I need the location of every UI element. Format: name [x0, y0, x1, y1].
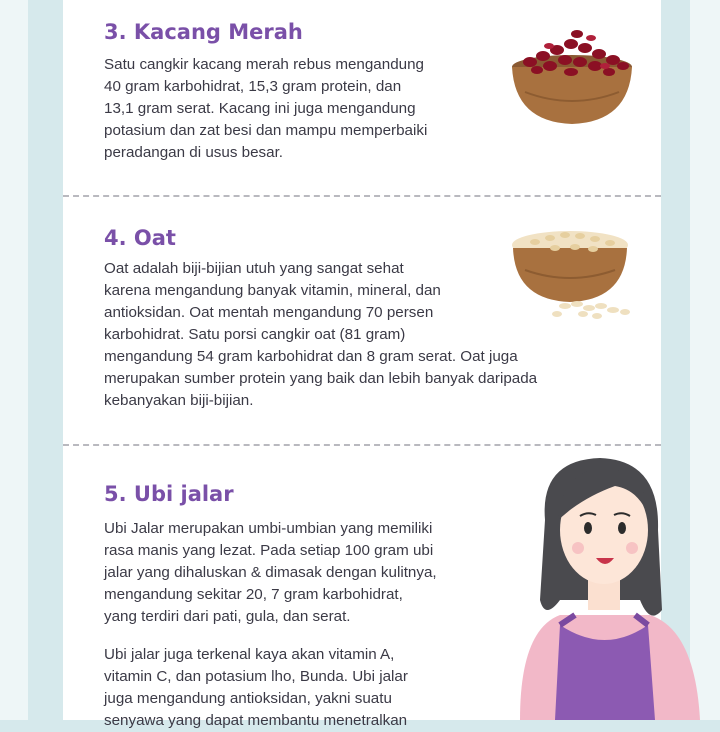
text-line: Satu cangkir kacang merah rebus mengandung — [104, 56, 424, 73]
oat-bowl-icon — [505, 220, 645, 330]
text-line: yang terdiri dari pati, gula, dan serat. — [104, 608, 351, 625]
section-text-ubi-jalar-2 — [104, 644, 408, 732]
text-line: merupakan sumber protein yang baik dan lebih banyak daripada — [104, 370, 538, 387]
section-title-ubi-jalar: 5. Ubi jalar — [104, 482, 234, 506]
section-title-kacang-merah: 3. Kacang Merah — [104, 20, 303, 44]
background-left-strip — [0, 0, 28, 720]
text-line: karbohidrat. Satu porsi cangkir oat (81 gram) — [104, 326, 406, 343]
text-line: mengandung 54 gram karbohidrat dan 8 gram serat. Oat juga — [104, 348, 518, 365]
text-line: rasa manis yang lezat. Pada setiap 100 gram ubi — [104, 542, 434, 559]
section-divider — [63, 444, 661, 446]
woman-illustration-icon — [500, 450, 710, 720]
section-text-kacang-merah — [104, 54, 427, 164]
section-title-oat: 4. Oat — [104, 226, 176, 250]
text-line: jalar yang dihaluskan & dimasak dengan kulitnya, — [104, 564, 437, 581]
section-text-oat — [104, 258, 537, 412]
red-beans-bowl-icon — [505, 22, 640, 132]
text-line: Oat adalah biji-bijian utuh yang sangat sehat — [104, 260, 404, 277]
text-line: Ubi jalar juga terkenal kaya akan vitamin A, — [104, 646, 395, 663]
text-line: vitamin C, dan potasium lho, Bunda. Ubi jalar — [104, 668, 408, 685]
text-line: karena mengandung banyak vitamin, mineral, dan — [104, 282, 441, 299]
text-line: 13,1 gram serat. Kacang ini juga mengandung — [104, 100, 416, 117]
text-line: peradangan di usus besar. — [104, 144, 284, 161]
text-line: antioksidan. Oat mentah mengandung 70 persen — [104, 304, 434, 321]
text-line: potasium dan zat besi dan mampu memperbaiki — [104, 122, 428, 139]
text-line: senyawa yang dapat membantu menetralkan — [104, 712, 408, 729]
section-divider — [63, 195, 661, 197]
section-text-ubi-jalar-1 — [104, 518, 437, 628]
text-line: mengandung sekitar 20, 7 gram karbohidrat, — [104, 586, 403, 603]
text-line: kebanyakan biji-bijian. — [104, 392, 254, 409]
text-line: 40 gram karbohidrat, 15,3 gram protein, dan — [104, 78, 402, 95]
text-line: juga mengandung antioksidan, yakni suatu — [104, 690, 392, 707]
text-line: Ubi Jalar merupakan umbi-umbian yang memiliki — [104, 520, 433, 537]
